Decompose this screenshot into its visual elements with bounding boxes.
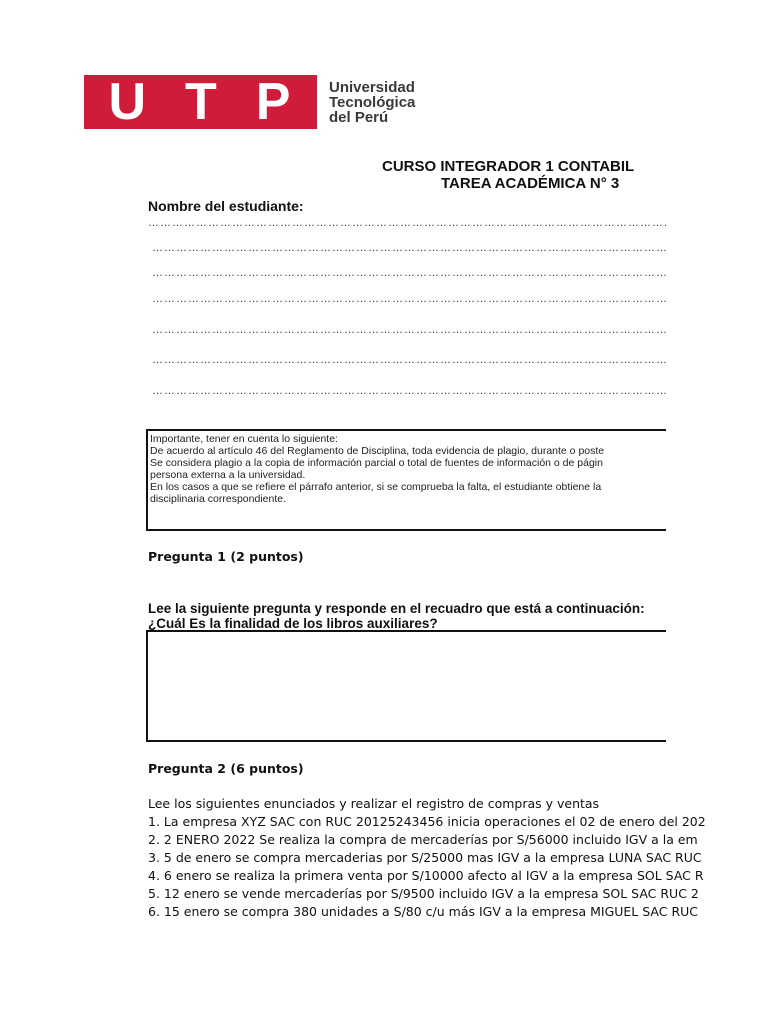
- question1-instruction: Lee la siguiente pregunta y responde en el recuadro que está a continuación:: [148, 601, 645, 616]
- answer-box[interactable]: [146, 630, 666, 742]
- dotted-line[interactable]: …………………………………………………………………………………………………………………: [152, 267, 668, 279]
- question2-intro: Lee los siguientes enunciados y realizar el registro de compras y ventas: [148, 796, 600, 811]
- student-name-line[interactable]: ………………………………………………………………………………………………………………….: [148, 217, 669, 229]
- assignment-title: TAREA ACADÉMICA N° 3: [441, 175, 620, 192]
- notice-line: Importante, tener en cuenta lo siguiente:: [150, 433, 338, 445]
- dotted-line[interactable]: …………………………………………………………………………………………………………………: [152, 354, 668, 366]
- question1-heading: Pregunta 1 (2 puntos): [148, 549, 304, 564]
- notice-line: persona externa a la universidad.: [150, 469, 306, 481]
- notice-line: De acuerdo al artículo 46 del Reglamento de Disciplina, toda evidencia de plagio, durante o poste: [150, 445, 605, 457]
- notice-line: Se considera plagio a la copia de información parcial o total de fuentes de información o de págin: [150, 457, 603, 469]
- question2-item: 6. 15 enero se compra 380 unidades a S/80 c/u más IGV a la empresa MIGUEL SAC RUC: [148, 904, 699, 919]
- logo-university-name: [329, 80, 415, 125]
- utp-logo: [84, 75, 415, 129]
- logo-letter-u: U: [108, 73, 149, 131]
- logo-letter-p: P: [255, 73, 293, 131]
- dotted-line[interactable]: …………………………………………………………………………………………………………………: [152, 324, 668, 336]
- question2-item: 2. 2 ENERO 2022 Se realiza la compra de mercaderías por S/56000 incluido IGV a la em: [148, 832, 698, 847]
- notice-line: En los casos a que se refiere el párrafo anterior, si se comprueba la falta, el estudiante obtiene la: [150, 481, 602, 493]
- question2-item: 3. 5 de enero se compra mercaderias por S/25000 mas IGV a la empresa LUNA SAC RUC: [148, 850, 702, 865]
- logo-name-line: Tecnológica: [329, 93, 416, 111]
- question2-heading: Pregunta 2 (6 puntos): [148, 761, 304, 776]
- logo-letters-block: [84, 75, 317, 129]
- logo-letter-t: T: [185, 73, 219, 131]
- plagiarism-notice-box: [146, 429, 666, 531]
- dotted-line[interactable]: …………………………………………………………………………………………………………………: [152, 293, 668, 305]
- question2-item: 1. La empresa XYZ SAC con RUC 20125243456 inicia operaciones el 02 de enero del 202: [148, 814, 706, 829]
- student-name-label: Nombre del estudiante:: [148, 198, 304, 214]
- notice-line: disciplinaria correspondiente.: [150, 493, 286, 505]
- question2-item: 4. 6 enero se realiza la primera venta por S/10000 afecto al IGV a la empresa SOL SAC R: [148, 868, 704, 883]
- dotted-line[interactable]: …………………………………………………………………………………………………………………: [152, 385, 668, 397]
- dotted-line[interactable]: …………………………………………………………………………………………………………………: [152, 242, 668, 254]
- question1-text: ¿Cuál Es la finalidad de los libros auxiliares?: [148, 616, 438, 631]
- logo-name-line: del Perú: [329, 108, 389, 126]
- logo-name-line: Universidad: [329, 78, 415, 96]
- question2-item: 5. 12 enero se vende mercaderías por S/9500 incluido IGV a la empresa SOL SAC RUC 2: [148, 886, 699, 901]
- course-title: CURSO INTEGRADOR 1 CONTABIL: [382, 158, 635, 175]
